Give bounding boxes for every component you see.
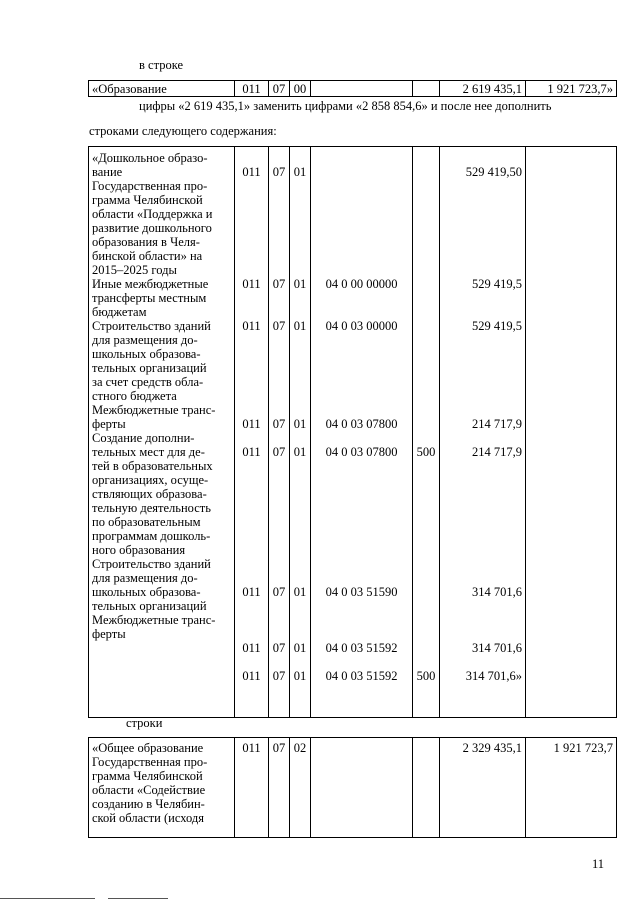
row-desc-8: Межбюджетные транс- ферты	[92, 613, 216, 641]
general-education-table	[88, 737, 617, 838]
education-row-table	[88, 80, 617, 97]
expense-type-column: 500 500	[413, 147, 440, 718]
subsection-column: 01 01 01 01 01 01 01 01	[290, 147, 311, 718]
instruction-line-2: строками следующего содержания:	[89, 124, 277, 138]
descriptions-column	[89, 147, 235, 718]
rows-label: строки	[126, 716, 163, 730]
education-admin: 011	[235, 81, 269, 97]
education-target-article	[311, 81, 413, 97]
admin-column: 011 011 011 011 011 011 011 011	[235, 147, 269, 718]
general-education-subsection: 02	[290, 738, 311, 838]
general-education-desc: «Общее образование Государственная про- грамма Челябинской области «Содействие созданию в Челябин- ской области (исходя	[89, 738, 235, 838]
education-row	[89, 81, 617, 97]
page-number: 11	[592, 857, 605, 871]
target-article-column: 04 0 00 00000 04 0 03 00000 04 0 03 07800 04 0 03 07800 04 0 03 51590 04 0 03 51592 04 0 03 51592	[311, 147, 413, 718]
education-subsection: 00	[290, 81, 311, 97]
general-education-expense-type	[413, 738, 440, 838]
footer-rule-1	[0, 898, 95, 899]
intro-text: в строке	[139, 58, 184, 72]
sum-column: 529 419,50 529 419,5 529 419,5 214 717,9 214 717,9 314 701,6 314 701,6 314 701,6»	[440, 147, 526, 718]
instruction-line-1: цифры «2 619 435,1» заменить цифрами «2 858 854,6» и после нее дополнить	[139, 99, 552, 113]
general-education-sum-1: 2 329 435,1	[440, 738, 526, 838]
general-education-row	[89, 738, 617, 838]
footer-rule-2	[108, 898, 168, 899]
education-section: 07	[269, 81, 290, 97]
row-desc-5: Межбюджетные транс- ферты	[92, 403, 216, 431]
row-desc-3: Иные межбюджетные трансферты местным бюджетам	[92, 277, 209, 319]
education-name: «Образование	[89, 81, 235, 97]
general-education-admin: 011	[235, 738, 269, 838]
general-education-section: 07	[269, 738, 290, 838]
empty-column	[526, 147, 617, 718]
row-desc-4: Строительство зданий для размещения до- школьных образова- тельных организаций за счет средств обла- стного бюджета	[92, 319, 211, 403]
general-education-target-article	[311, 738, 413, 838]
section-column: 07 07 07 07 07 07 07 07	[269, 147, 290, 718]
general-education-sum-2: 1 921 723,7	[526, 738, 617, 838]
row-desc-7: Строительство зданий для размещения до- школьных образова- тельных организаций	[92, 557, 211, 613]
education-sum-2: 1 921 723,7»	[526, 81, 617, 97]
row-desc-2: Государственная про- грамма Челябинской области «Поддержка и развитие дошкольного образования в Челя- бинской области» на 2015–2025 годы	[92, 179, 213, 277]
row-desc-6: Создание дополни- тельных мест для де- тей в образовательных организациях, осуще- ствляющих образова- тельную деятельность по образовательным программам дошколь- ного образования	[92, 431, 213, 557]
education-expense-type	[413, 81, 440, 97]
preschool-rows-table	[88, 146, 617, 718]
education-sum-1: 2 619 435,1	[440, 81, 526, 97]
row-desc-1: «Дошкольное образо- вание	[92, 151, 208, 179]
preschool-rows	[89, 147, 617, 718]
